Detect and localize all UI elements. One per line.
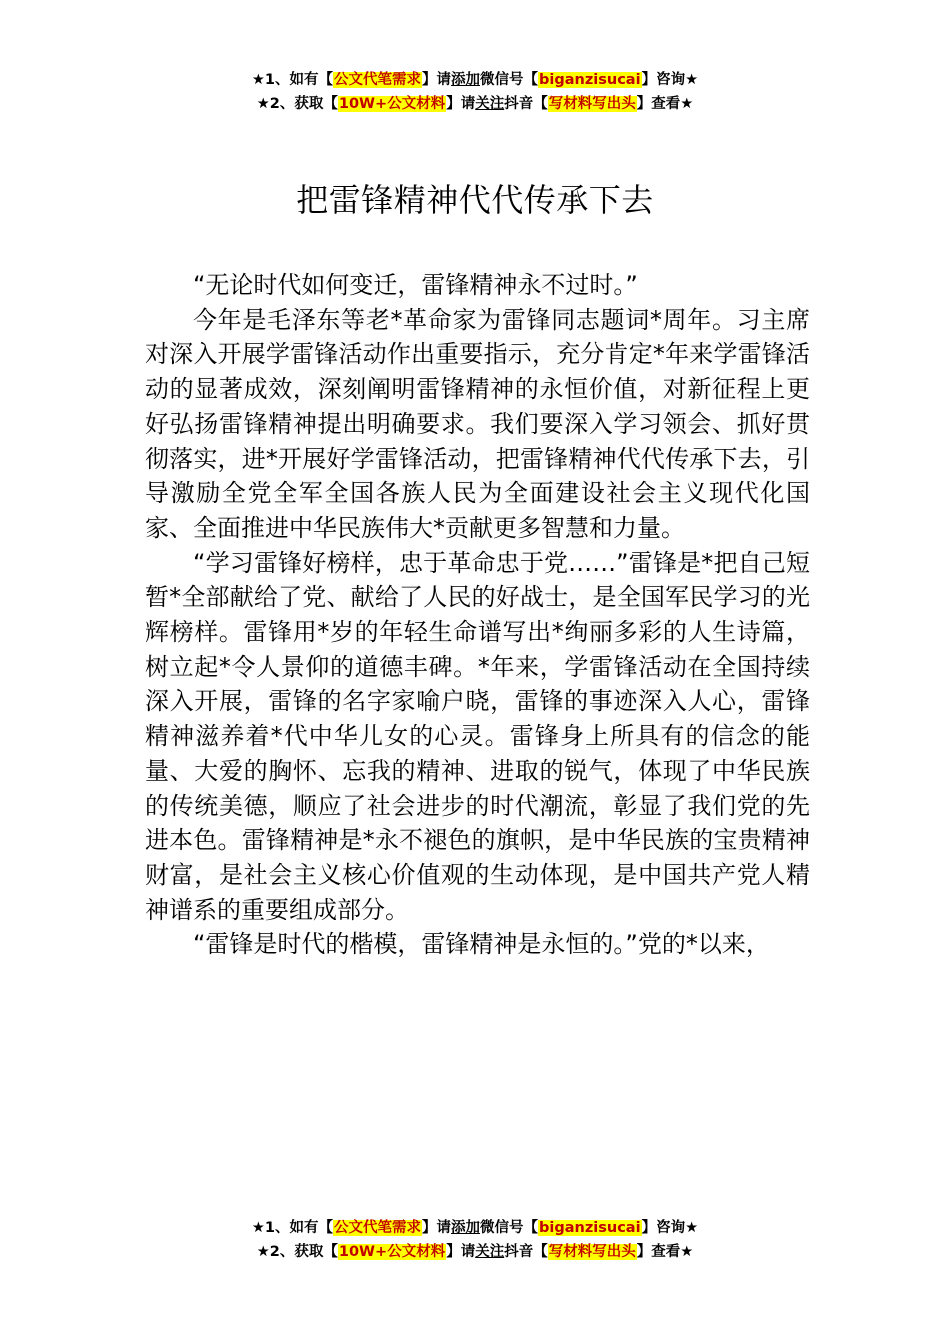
banner-text: ★1、如有【 — [251, 1220, 334, 1236]
footer-banner — [0, 1216, 950, 1264]
banner-underlined-text: 关注 — [475, 1244, 505, 1260]
banner-underlined-text: 添加 — [451, 1220, 481, 1236]
highlight-wechat-id: biganzisucai — [539, 1220, 641, 1236]
banner-text: 微信号【 — [480, 1220, 539, 1236]
banner-text: ★1、如有【 — [251, 72, 334, 88]
paragraph-4: “雷锋是时代的楷模，雷锋精神是永恒的。”党的*以来， — [193, 930, 770, 959]
highlight-wechat-id: biganzisucai — [539, 72, 641, 88]
paragraph-1: “无论时代如何变迁，雷锋精神永不过时。” — [193, 271, 638, 299]
paragraph-2: 今年是毛泽东等老*革命家为雷锋同志题词*周年。习主席对深入开展学雷锋活动作出重要指示，充分肯定*年来学雷锋活动的显著成效，深刻阐明雷锋精神的永恒价值，对新征程上更好弘扬雷锋精神提出明确要求。我们要深入学习领会、抓好贯彻落实，进*开展好学雷锋活动，把雷锋精神代代传承下去，引导激励全党全军全国各族人民为全面建设社会主义现代化国家、全面推进中华民族伟大*贡献更多智慧和力量。 — [145, 305, 810, 542]
banner-text: 】请 — [446, 1244, 476, 1260]
highlight-douyin-account: 写材料写出头 — [548, 96, 636, 112]
banner-line-1 — [0, 68, 950, 92]
banner-underlined-text: 关注 — [475, 96, 505, 112]
highlight-service: 公文代笔需求 — [334, 1220, 422, 1236]
highlight-douyin-account: 写材料写出头 — [548, 1244, 636, 1260]
banner-line-1 — [0, 1216, 950, 1240]
highlight-materials: 10W+公文材料 — [338, 96, 446, 112]
document-body — [145, 268, 810, 962]
banner-text: 抖音【 — [504, 96, 548, 112]
highlight-service: 公文代笔需求 — [334, 72, 422, 88]
banner-text: 抖音【 — [504, 1244, 548, 1260]
banner-line-2 — [0, 92, 950, 116]
banner-text: ★2、获取【 — [256, 96, 338, 112]
banner-text: 】咨询★ — [641, 1220, 699, 1236]
banner-text: 】咨询★ — [641, 72, 699, 88]
header-banner — [0, 68, 950, 116]
banner-text: 】查看★ — [636, 1244, 694, 1260]
paragraph-3: “学习雷锋好榜样，忠于革命忠于党……”雷锋是*把自己短暂*全部献给了党、献给了人民的好战士，是全国军民学习的光辉榜样。雷锋用*岁的年轻生命谱写出*绚丽多彩的人生诗篇，树立起*令人景仰的道德丰碑。*年来，学雷锋活动在全国持续深入开展，雷锋的名字家喻户晓，雷锋的事迹深入人心，雷锋精神滋养着*代中华儿女的心灵。雷锋身上所具有的信念的能量、大爱的胸怀、忘我的精神、进取的锐气，体现了中华民族的传统美德，顺应了社会进步的时代潮流，彰显了我们党的先进本色。雷锋精神是*永不褪色的旗帜，是中华民族的宝贵精神财富，是社会主义核心价值观的生动体现，是中国共产党人精神谱系的重要组成部分。 — [145, 548, 810, 924]
banner-text: 】请 — [422, 72, 452, 88]
banner-text: 】请 — [446, 96, 476, 112]
highlight-materials: 10W+公文材料 — [338, 1244, 446, 1260]
document-title: 把雷锋精神代代传承下去 — [296, 181, 654, 219]
banner-line-2 — [0, 1240, 950, 1264]
banner-text: 】查看★ — [636, 96, 694, 112]
banner-text: 】请 — [422, 1220, 452, 1236]
banner-underlined-text: 添加 — [451, 72, 481, 88]
banner-text: ★2、获取【 — [256, 1244, 338, 1260]
banner-text: 微信号【 — [480, 72, 539, 88]
